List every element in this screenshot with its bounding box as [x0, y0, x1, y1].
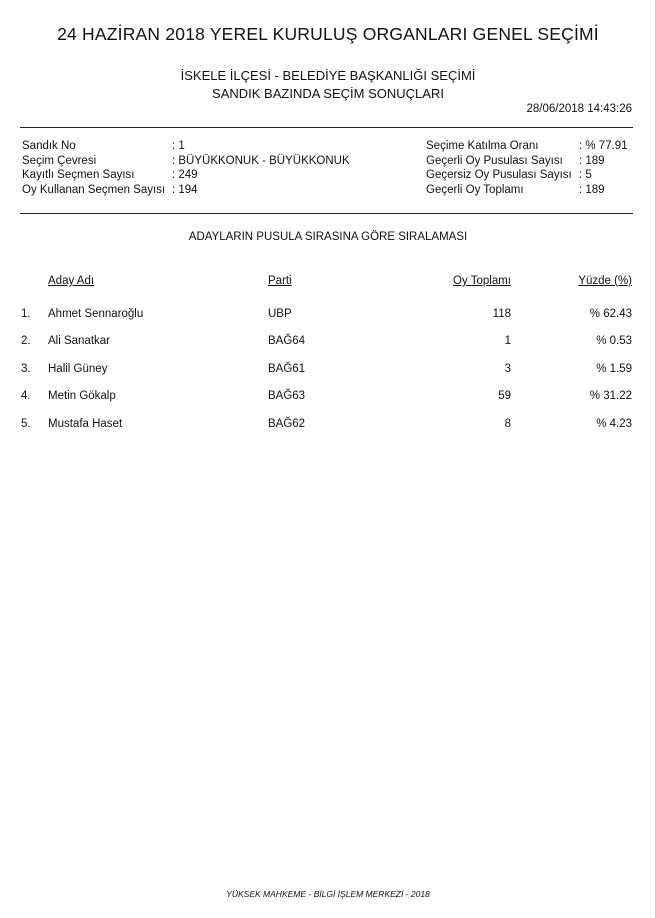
info-value: : % 77.91 [579, 140, 628, 152]
candidate-votes: 1 [504, 335, 511, 347]
info-row-turnout-rate [426, 139, 636, 154]
candidate-party: BAĞ61 [268, 363, 306, 375]
candidate-name: Metin Gökalp [48, 390, 116, 402]
candidate-party: BAĞ63 [268, 390, 306, 402]
info-label: Geçersiz Oy Pusulası Sayısı [426, 169, 572, 181]
candidate-party: UBP [268, 308, 292, 320]
row-number: 3. [21, 363, 31, 375]
candidate-votes: 118 [492, 308, 511, 320]
info-label: Seçime Katılma Oranı [426, 140, 539, 152]
info-row-invalid-ballots [426, 168, 636, 183]
row-number: 2. [21, 335, 31, 347]
info-label: Sandık No [22, 140, 76, 152]
column-header-name: Aday Adı [48, 275, 95, 287]
info-value: : 189 [579, 154, 605, 167]
candidate-party: BAĞ64 [268, 335, 306, 347]
info-row-ballot-box-no [22, 139, 352, 154]
column-header-party: Parti [268, 275, 292, 287]
info-row-valid-ballots [426, 154, 636, 169]
candidate-name: Ahmet Sennaroğlu [48, 308, 144, 320]
info-row-registered-voters [22, 168, 352, 183]
info-value: : 249 [172, 169, 198, 181]
row-number: 5. [21, 418, 31, 430]
candidate-name: Ali Sanatkar [48, 335, 111, 347]
ballot-box-info [22, 139, 352, 197]
report-timestamp: 28/06/2018 14:43:26 [526, 103, 632, 115]
turnout-info [426, 139, 636, 197]
candidate-votes: 8 [504, 418, 511, 430]
info-value: : 189 [579, 183, 605, 196]
info-value: : 194 [172, 183, 198, 196]
row-number: 1. [21, 308, 31, 320]
info-label: Oy Kullanan Seçmen Sayısı [22, 183, 166, 196]
info-row-voters-voted [22, 183, 352, 198]
candidate-votes: 3 [504, 363, 511, 375]
page-title: 24 HAZİRAN 2018 YEREL KURULUŞ ORGANLARI GENEL SEÇİMİ [57, 24, 599, 44]
info-label: Seçim Çevresi [22, 154, 97, 167]
info-value: : BÜYÜKKONUK - BÜYÜKKONUK [172, 154, 350, 167]
candidate-percent: % 62.43 [589, 308, 632, 320]
column-header-percent: Yüzde (%) [578, 275, 632, 287]
candidate-percent: % 0.53 [596, 335, 632, 347]
info-row-valid-votes-total [426, 183, 636, 198]
page-footer: YÜKSEK MAHKEME - BİLGİ İŞLEM MERKEZİ - 2018 [226, 889, 430, 899]
info-label: Geçerli Oy Toplamı [426, 183, 524, 196]
info-row-constituency [22, 154, 352, 169]
info-value: : 5 [579, 169, 592, 181]
candidate-name: Mustafa Haset [48, 418, 123, 430]
report-subtitle: SANDIK BAZINDA SEÇİM SONUÇLARI [212, 86, 444, 101]
candidate-percent: % 31.22 [589, 390, 632, 402]
candidate-percent: % 4.23 [596, 418, 632, 430]
info-label: Geçerli Oy Pusulası Sayısı [426, 154, 563, 167]
info-value: : 1 [172, 140, 185, 152]
section-title: ADAYLARIN PUSULA SIRASINA GÖRE SIRALAMASI [188, 231, 468, 243]
divider-bottom [20, 213, 633, 214]
election-subtitle: İSKELE İLÇESİ - BELEDİYE BAŞKANLIĞI SEÇİMİ [180, 68, 476, 83]
column-header-votes: Oy Toplamı [453, 275, 511, 287]
candidate-name: Halil Güney [48, 363, 108, 375]
info-label: Kayıtlı Seçmen Sayısı [22, 169, 135, 181]
candidate-party: BAĞ62 [268, 418, 306, 430]
candidate-percent: % 1.59 [596, 363, 632, 375]
table-row [0, 390, 656, 406]
table-row [0, 308, 656, 324]
divider-top [20, 127, 633, 128]
row-number: 4. [21, 390, 31, 402]
table-row [0, 335, 656, 351]
table-row [0, 418, 656, 434]
candidate-votes: 59 [498, 390, 511, 402]
table-row [0, 363, 656, 379]
